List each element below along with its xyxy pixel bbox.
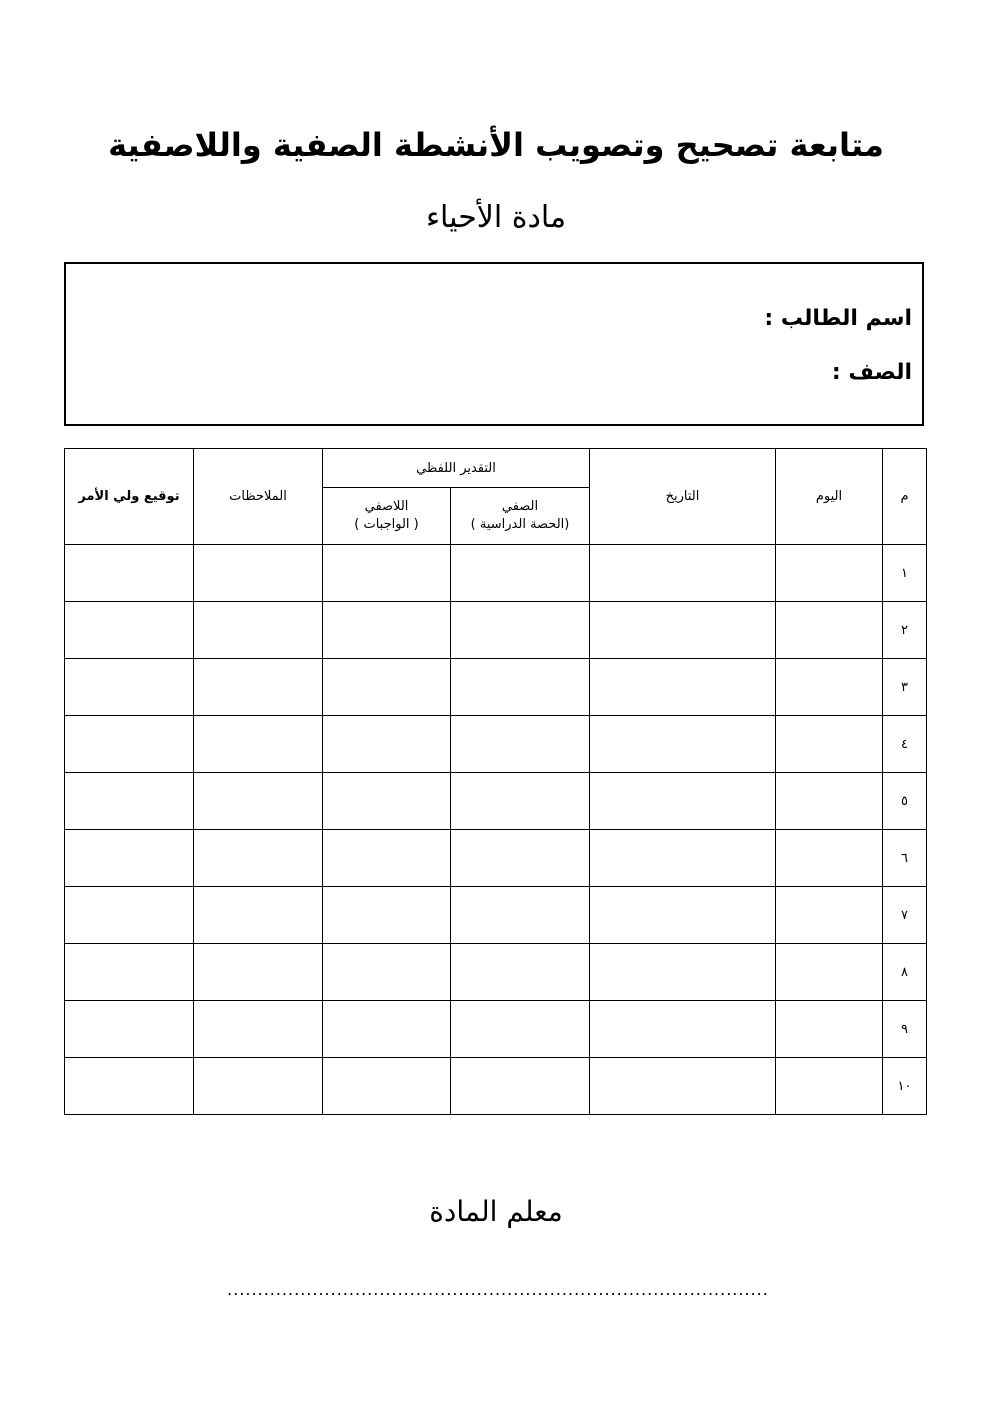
notes-cell[interactable] bbox=[194, 716, 323, 773]
table-row bbox=[65, 1058, 927, 1115]
header-in-class-note: (الحصة الدراسية ) bbox=[470, 517, 570, 532]
row-index: ٤ bbox=[883, 716, 927, 773]
in-class-cell[interactable] bbox=[451, 659, 590, 716]
signature-line: ......................................................................................... bbox=[227, 1280, 769, 1299]
row-index: ٩ bbox=[883, 1001, 927, 1058]
subject-title: مادة الأحياء bbox=[425, 200, 567, 235]
out-class-cell[interactable] bbox=[323, 773, 451, 830]
student-info-box bbox=[64, 262, 924, 426]
notes-cell[interactable] bbox=[194, 830, 323, 887]
day-cell[interactable] bbox=[776, 545, 883, 602]
in-class-cell[interactable] bbox=[451, 887, 590, 944]
date-cell[interactable] bbox=[590, 545, 776, 602]
header-day: اليوم bbox=[776, 449, 883, 545]
header-date: التاريخ bbox=[590, 449, 776, 545]
header-in-class bbox=[451, 488, 590, 545]
date-cell[interactable] bbox=[590, 887, 776, 944]
signature-cell[interactable] bbox=[65, 659, 194, 716]
day-cell[interactable] bbox=[776, 659, 883, 716]
out-class-cell[interactable] bbox=[323, 545, 451, 602]
day-cell[interactable] bbox=[776, 1058, 883, 1115]
notes-cell[interactable] bbox=[194, 1001, 323, 1058]
notes-cell[interactable] bbox=[194, 887, 323, 944]
signature-cell[interactable] bbox=[65, 830, 194, 887]
notes-cell[interactable] bbox=[194, 602, 323, 659]
header-index: م bbox=[883, 449, 927, 545]
table-row bbox=[65, 602, 927, 659]
out-class-cell[interactable] bbox=[323, 887, 451, 944]
day-cell[interactable] bbox=[776, 830, 883, 887]
page-title: متابعة تصحيح وتصويب الأنشطة الصفية واللاصفية bbox=[108, 126, 884, 164]
out-class-cell[interactable] bbox=[323, 1058, 451, 1115]
table-row bbox=[65, 659, 927, 716]
out-class-cell[interactable] bbox=[323, 830, 451, 887]
in-class-cell[interactable] bbox=[451, 602, 590, 659]
day-cell[interactable] bbox=[776, 602, 883, 659]
header-out-class-label: اللاصفي bbox=[364, 499, 409, 514]
row-index: ١٠ bbox=[883, 1058, 927, 1115]
table-row bbox=[65, 887, 927, 944]
day-cell[interactable] bbox=[776, 1001, 883, 1058]
out-class-cell[interactable] bbox=[323, 1001, 451, 1058]
signature-cell[interactable] bbox=[65, 773, 194, 830]
date-cell[interactable] bbox=[590, 716, 776, 773]
table-row bbox=[65, 944, 927, 1001]
date-cell[interactable] bbox=[590, 830, 776, 887]
in-class-cell[interactable] bbox=[451, 944, 590, 1001]
date-cell[interactable] bbox=[590, 659, 776, 716]
row-index: ١ bbox=[883, 545, 927, 602]
row-index: ٢ bbox=[883, 602, 927, 659]
day-cell[interactable] bbox=[776, 773, 883, 830]
day-cell[interactable] bbox=[776, 887, 883, 944]
in-class-cell[interactable] bbox=[451, 716, 590, 773]
in-class-cell[interactable] bbox=[451, 830, 590, 887]
in-class-cell[interactable] bbox=[451, 1058, 590, 1115]
notes-cell[interactable] bbox=[194, 1058, 323, 1115]
in-class-cell[interactable] bbox=[451, 545, 590, 602]
row-index: ٨ bbox=[883, 944, 927, 1001]
header-out-class-note: ( الواجبات ) bbox=[354, 517, 419, 532]
signature-cell[interactable] bbox=[65, 944, 194, 1001]
teacher-label: معلم المادة bbox=[429, 1195, 563, 1228]
header-notes: الملاحظات bbox=[194, 449, 323, 545]
out-class-cell[interactable] bbox=[323, 602, 451, 659]
out-class-cell[interactable] bbox=[323, 944, 451, 1001]
table-row bbox=[65, 773, 927, 830]
date-cell[interactable] bbox=[590, 1001, 776, 1058]
signature-cell[interactable] bbox=[65, 545, 194, 602]
notes-cell[interactable] bbox=[194, 659, 323, 716]
notes-cell[interactable] bbox=[194, 545, 323, 602]
row-index: ٥ bbox=[883, 773, 927, 830]
day-cell[interactable] bbox=[776, 716, 883, 773]
date-cell[interactable] bbox=[590, 773, 776, 830]
header-verbal-grade: التقدير اللفظي bbox=[323, 449, 590, 488]
signature-cell[interactable] bbox=[65, 716, 194, 773]
activity-log-table bbox=[64, 448, 927, 1115]
signature-cell[interactable] bbox=[65, 887, 194, 944]
out-class-cell[interactable] bbox=[323, 716, 451, 773]
header-guardian-signature: توقيع ولي الأمر bbox=[65, 449, 194, 545]
table-row bbox=[65, 830, 927, 887]
signature-cell[interactable] bbox=[65, 1001, 194, 1058]
row-index: ٧ bbox=[883, 887, 927, 944]
class-label: الصف : bbox=[831, 360, 912, 385]
notes-cell[interactable] bbox=[194, 773, 323, 830]
notes-cell[interactable] bbox=[194, 944, 323, 1001]
day-cell[interactable] bbox=[776, 944, 883, 1001]
header-in-class-label: الصفي bbox=[501, 499, 539, 514]
student-name-label: اسم الطالب : bbox=[764, 306, 912, 331]
header-out-class bbox=[323, 488, 451, 545]
row-index: ٦ bbox=[883, 830, 927, 887]
in-class-cell[interactable] bbox=[451, 773, 590, 830]
signature-cell[interactable] bbox=[65, 602, 194, 659]
row-index: ٣ bbox=[883, 659, 927, 716]
date-cell[interactable] bbox=[590, 944, 776, 1001]
in-class-cell[interactable] bbox=[451, 1001, 590, 1058]
table-row bbox=[65, 716, 927, 773]
date-cell[interactable] bbox=[590, 602, 776, 659]
table-row bbox=[65, 1001, 927, 1058]
signature-cell[interactable] bbox=[65, 1058, 194, 1115]
out-class-cell[interactable] bbox=[323, 659, 451, 716]
table-row bbox=[65, 545, 927, 602]
date-cell[interactable] bbox=[590, 1058, 776, 1115]
